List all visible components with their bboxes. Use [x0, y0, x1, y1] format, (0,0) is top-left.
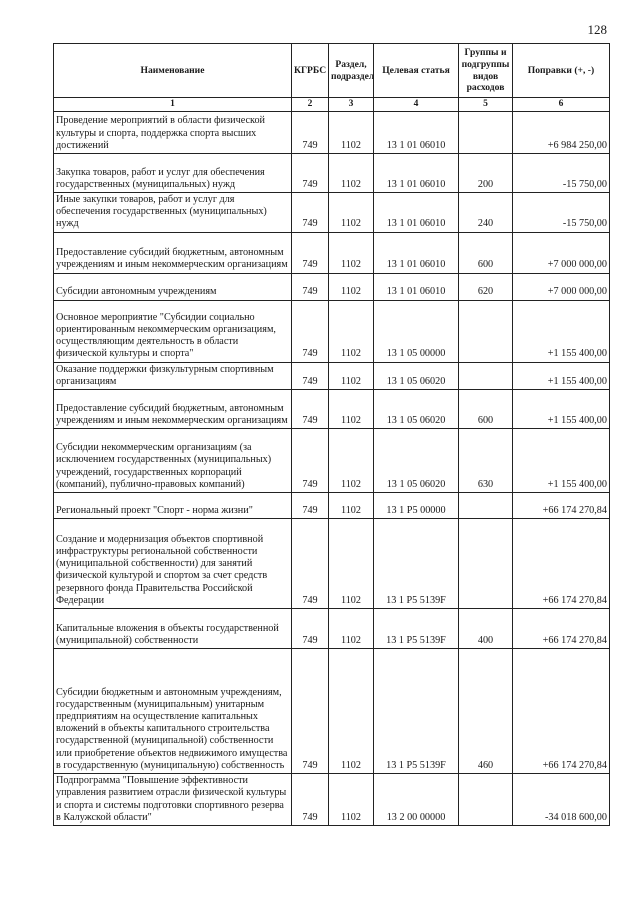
page-number: 128 [587, 22, 607, 37]
row-name: Проведение мероприятий в области физической культуры и спорта, поддержка спорта высших достижений [54, 112, 292, 154]
row-target-article: 13 1 05 00000 [374, 300, 459, 362]
table-row [54, 493, 610, 519]
row-target-article: 13 1 01 06010 [374, 154, 459, 193]
table-row [54, 112, 610, 154]
row-expense-type: 630 [459, 429, 513, 493]
table-row [54, 649, 610, 774]
row-kgrbs: 749 [292, 429, 329, 493]
row-target-article: 13 1 01 06010 [374, 112, 459, 154]
header-razdel: Раздел, подраздел [329, 44, 374, 98]
column-number: 4 [374, 98, 459, 112]
row-target-article: 13 1 05 06020 [374, 390, 459, 429]
row-name: Капитальные вложения в объекты государственной (муниципальной) собственности [54, 609, 292, 649]
row-razdel: 1102 [329, 390, 374, 429]
row-name: Закупка товаров, работ и услуг для обеспечения государственных (муниципальных) нужд [54, 154, 292, 193]
column-number: 2 [292, 98, 329, 112]
row-target-article: 13 1 P5 00000 [374, 493, 459, 519]
row-kgrbs: 749 [292, 609, 329, 649]
row-razdel: 1102 [329, 232, 374, 273]
row-amount: +66 174 270,84 [513, 493, 610, 519]
row-kgrbs: 749 [292, 193, 329, 233]
row-amount: +1 155 400,00 [513, 300, 610, 362]
table-row [54, 609, 610, 649]
row-razdel: 1102 [329, 429, 374, 493]
row-kgrbs: 749 [292, 493, 329, 519]
row-name: Иные закупки товаров, работ и услуг для обеспечения государственных (муниципальных) нужд [54, 193, 292, 233]
row-amount: +1 155 400,00 [513, 429, 610, 493]
row-amount: +1 155 400,00 [513, 362, 610, 389]
table-row [54, 519, 610, 609]
row-name: Основное мероприятие "Субсидии социально ориентированным некоммерческим организациям, осуществляющим деятельность в области физической культуры и спорта" [54, 300, 292, 362]
header-amount: Поправки (+, -) [513, 44, 610, 98]
row-expense-type [459, 493, 513, 519]
row-name: Предоставление субсидий бюджетным, автономным учреждениям и иным некоммерческим организациям [54, 390, 292, 429]
column-number: 5 [459, 98, 513, 112]
column-number: 1 [54, 98, 292, 112]
header-name: Наименование [54, 44, 292, 98]
row-kgrbs: 749 [292, 774, 329, 826]
row-expense-type [459, 362, 513, 389]
row-name: Региональный проект "Спорт - норма жизни" [54, 493, 292, 519]
row-expense-type [459, 112, 513, 154]
row-amount: +7 000 000,00 [513, 273, 610, 300]
row-expense-type [459, 519, 513, 609]
row-amount: +7 000 000,00 [513, 232, 610, 273]
row-name: Подпрограмма "Повышение эффективности управления развитием отрасли физической культуры и спорта и системы подготовки спортивного резерва в Калужской области" [54, 774, 292, 826]
row-target-article: 13 1 P5 5139F [374, 649, 459, 774]
row-target-article: 13 1 01 06010 [374, 273, 459, 300]
row-amount: +66 174 270,84 [513, 649, 610, 774]
row-razdel: 1102 [329, 362, 374, 389]
table-row [54, 774, 610, 826]
row-target-article: 13 1 01 06010 [374, 232, 459, 273]
row-expense-type [459, 774, 513, 826]
row-razdel: 1102 [329, 193, 374, 233]
row-kgrbs: 749 [292, 273, 329, 300]
row-kgrbs: 749 [292, 112, 329, 154]
table-row [54, 429, 610, 493]
row-amount: -15 750,00 [513, 193, 610, 233]
table-header-row [54, 44, 610, 98]
column-number-row [54, 98, 610, 112]
row-kgrbs: 749 [292, 154, 329, 193]
table-row [54, 273, 610, 300]
column-number: 6 [513, 98, 610, 112]
row-razdel: 1102 [329, 774, 374, 826]
table-row [54, 362, 610, 389]
row-expense-type: 460 [459, 649, 513, 774]
table-row [54, 390, 610, 429]
row-expense-type: 400 [459, 609, 513, 649]
table-row [54, 154, 610, 193]
column-number: 3 [329, 98, 374, 112]
row-expense-type: 620 [459, 273, 513, 300]
row-name: Создание и модернизация объектов спортивной инфраструктуры региональной собственности (муниципальной собственности) для занятий физической культурой и спортом за счет средств резервного фонда Правительства Российской Федерации [54, 519, 292, 609]
row-kgrbs: 749 [292, 390, 329, 429]
header-celevaya: Целевая статья [374, 44, 459, 98]
row-razdel: 1102 [329, 300, 374, 362]
row-amount: -34 018 600,00 [513, 774, 610, 826]
row-name: Оказание поддержки физкультурным спортивным организациям [54, 362, 292, 389]
row-kgrbs: 749 [292, 519, 329, 609]
row-kgrbs: 749 [292, 362, 329, 389]
row-name: Субсидии автономным учреждениям [54, 273, 292, 300]
row-name: Предоставление субсидий бюджетным, автономным учреждениям и иным некоммерческим организациям [54, 232, 292, 273]
table-row [54, 193, 610, 233]
row-amount: -15 750,00 [513, 154, 610, 193]
row-razdel: 1102 [329, 609, 374, 649]
table-row [54, 300, 610, 362]
row-razdel: 1102 [329, 154, 374, 193]
row-expense-type: 600 [459, 232, 513, 273]
row-kgrbs: 749 [292, 649, 329, 774]
row-target-article: 13 2 00 00000 [374, 774, 459, 826]
budget-table [53, 43, 610, 826]
row-target-article: 13 1 P5 5139F [374, 519, 459, 609]
row-kgrbs: 749 [292, 300, 329, 362]
row-name: Субсидии бюджетным и автономным учреждениям, государственным (муниципальным) унитарным предприятиям на осуществление капитальных вложений в объекты капитального строительства государственной (муниципальной) собственности или приобретение объектов недвижимого имущества в государственную (муниципальную) собственность [54, 649, 292, 774]
row-target-article: 13 1 01 06010 [374, 193, 459, 233]
row-expense-type: 200 [459, 154, 513, 193]
row-target-article: 13 1 P5 5139F [374, 609, 459, 649]
row-kgrbs: 749 [292, 232, 329, 273]
row-target-article: 13 1 05 06020 [374, 362, 459, 389]
row-razdel: 1102 [329, 273, 374, 300]
row-amount: +66 174 270,84 [513, 519, 610, 609]
row-amount: +6 984 250,00 [513, 112, 610, 154]
row-expense-type [459, 300, 513, 362]
row-name: Субсидии некоммерческим организациям (за исключением государственных (муниципальных) учреждений, государственных корпораций (компаний), публично-правовых компаний) [54, 429, 292, 493]
row-expense-type: 600 [459, 390, 513, 429]
row-target-article: 13 1 05 06020 [374, 429, 459, 493]
row-razdel: 1102 [329, 649, 374, 774]
table-row [54, 232, 610, 273]
row-expense-type: 240 [459, 193, 513, 233]
header-kgrbs: КГРБС [292, 44, 329, 98]
row-razdel: 1102 [329, 519, 374, 609]
row-razdel: 1102 [329, 493, 374, 519]
row-razdel: 1102 [329, 112, 374, 154]
header-vid: Группы и подгруппы видов расходов [459, 44, 513, 98]
row-amount: +1 155 400,00 [513, 390, 610, 429]
row-amount: +66 174 270,84 [513, 609, 610, 649]
